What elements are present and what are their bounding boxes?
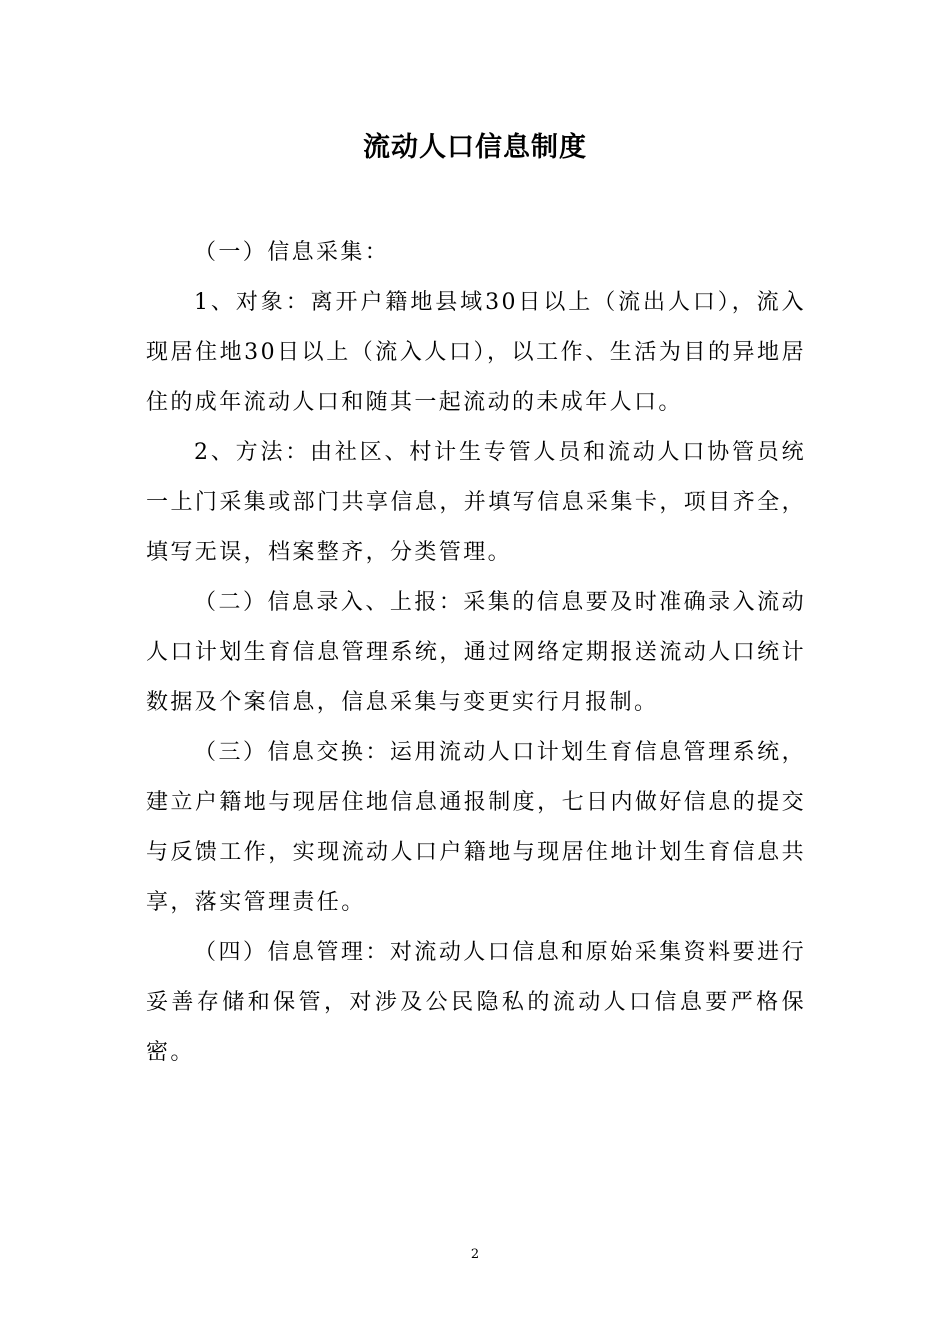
paragraph-entry-reporting: （二）信息录入、上报：采集的信息要及时准确录入流动人口计划生育信息管理系统，通过网络定期报送流动人口统计数据及个案信息，信息采集与变更实行月报制。 — [146, 590, 806, 715]
paragraph-target: 1、对象：离开户籍地县域30日以上（流出人口），流入现居住地30日以上（流入人口），以工作、生活为目的异地居住的成年流动人口和随其一起流动的未成年人口。 — [146, 290, 806, 415]
paragraph-exchange: （三）信息交换：运用流动人口计划生育信息管理系统，建立户籍地与现居住地信息通报制度，七日内做好信息的提交与反馈工作，实现流动人口户籍地与现居住地计划生育信息共享，落实管理责任。 — [146, 740, 806, 915]
document-body — [146, 228, 806, 1078]
paragraph-method: 2、方法：由社区、村计生专管人员和流动人口协管员统一上门采集或部门共享信息，并填写信息采集卡，项目齐全，填写无误，档案整齐，分类管理。 — [146, 440, 806, 565]
paragraph-management: （四）信息管理：对流动人口信息和原始采集资料要进行妥善存储和保管，对涉及公民隐私的流动人口信息要严格保密。 — [146, 940, 806, 1065]
section-heading-collection: （一）信息采集： — [194, 240, 390, 265]
document-title: 流动人口信息制度 — [363, 132, 587, 163]
page-number: 2 — [470, 1247, 480, 1262]
